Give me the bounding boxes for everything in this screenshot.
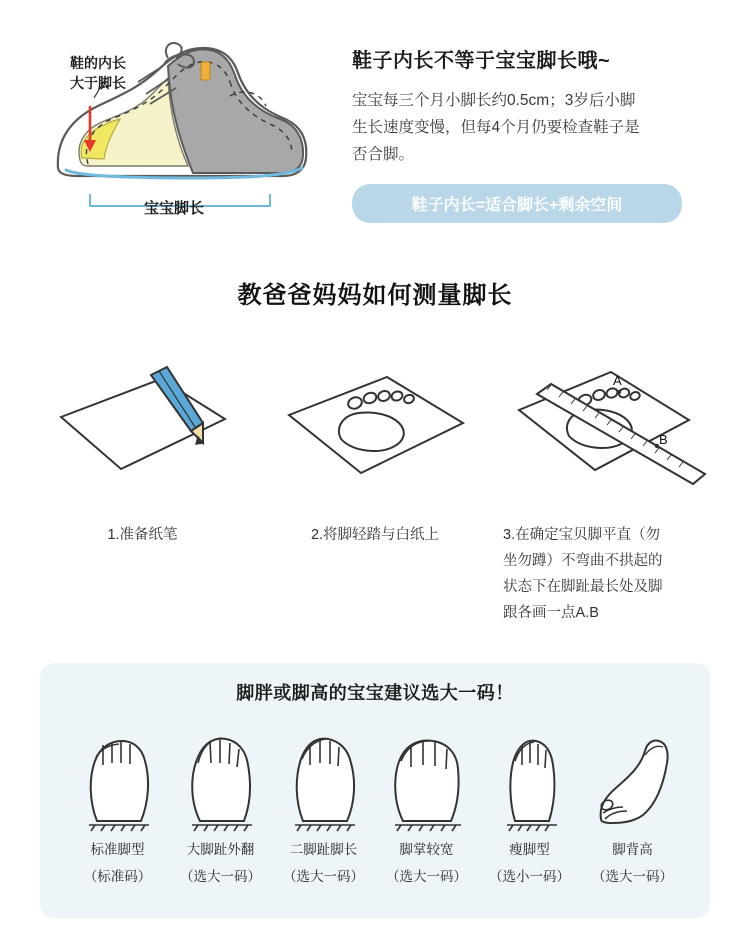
foot-type-advice: （选大一码） (180, 869, 261, 884)
foot-type-item (169, 717, 272, 887)
foot-type-name: 脚掌较宽 (399, 842, 454, 857)
paper-shape (289, 377, 463, 473)
mark-a-dot (616, 390, 620, 394)
foot-type-item (272, 717, 375, 887)
ruler-measure-foot-icon (503, 352, 713, 502)
foot-type-item (581, 717, 684, 887)
foot-type-name: 瘦脚型 (509, 842, 550, 857)
baseline-ticks (89, 825, 149, 831)
high-instep-foot-icon (581, 717, 684, 833)
mark-b-label: B (658, 432, 668, 447)
second-toe-long-foot-icon (272, 717, 375, 833)
paper-and-pencil-icon (43, 357, 243, 497)
wide-sole-foot-icon (375, 717, 478, 833)
shoe-tag (201, 62, 210, 80)
foot-type-name: 标准脚型 (90, 842, 145, 857)
explanation-line-3: 否合脚。 (352, 146, 415, 163)
shoe-explanation-text (338, 18, 722, 233)
step-2-figure (263, 352, 488, 502)
step-item (263, 352, 488, 626)
formula-badge: 鞋子内长=适合脚长+剩余空间 (352, 184, 682, 223)
foot-type-advice: （标准码） (83, 869, 152, 884)
foot-type-advice: （选大一码） (283, 869, 364, 884)
step-3-caption (495, 522, 720, 626)
measure-steps (0, 310, 750, 626)
inner-length-label-line1: 鞋的内长 (70, 55, 126, 71)
explanation-body (352, 87, 722, 168)
footprint-on-paper-icon (275, 357, 475, 497)
foot-type-name: 脚背高 (612, 842, 653, 857)
big-toe-out-foot-icon (169, 717, 272, 833)
standard-foot-icon (66, 717, 169, 833)
foot-type-item (478, 717, 581, 887)
step-item (30, 352, 255, 626)
foot-types-title: 脚胖或脚高的宝宝建议选大一码！ (236, 683, 514, 703)
foot-type-advice: （选大一码） (592, 869, 673, 884)
step-1-figure (30, 352, 255, 502)
foot-type-name: 二脚趾脚长 (289, 842, 358, 857)
explanation-line-2: 生长速度变慢，但每4个月仍要检查鞋子是 (352, 119, 640, 136)
measure-heading: 教爸爸妈妈如何测量脚长 (237, 282, 513, 309)
foot-types-panel (40, 663, 710, 918)
step-3-caption-line-4: 跟各画一点A.B (503, 605, 599, 621)
foot-type-item (375, 717, 478, 887)
explanation-line-1: 宝宝每三个月小脚长约0.5cm；3岁后小脚 (352, 92, 636, 109)
foot-type-item (66, 717, 169, 887)
narrow-foot-icon (478, 717, 581, 833)
foot-type-advice: （选大一码） (386, 869, 467, 884)
inner-length-label-line2: 大于脚长 (70, 75, 126, 91)
step-3-caption-line-2: 坐勿蹲）不弯曲不拱起的 (503, 553, 663, 569)
section-title: 鞋子内长不等于宝宝脚长哦~ (352, 50, 611, 72)
foot-length-label: 宝宝脚长 (144, 200, 205, 217)
foot-types-row (40, 705, 710, 887)
shoe-explanation-section (0, 0, 750, 233)
step-item (495, 352, 720, 626)
foot-type-advice: （选小一码） (489, 869, 570, 884)
step-1-caption: 1.准备纸笔 (107, 527, 178, 543)
shoe-diagram-svg (18, 18, 338, 233)
step-3-caption-line-3: 状态下在脚趾最长处及脚 (503, 579, 663, 595)
shoe-diagram (18, 18, 338, 233)
step-3-caption-line-1: 3.在确定宝贝脚平直（勿 (503, 527, 661, 543)
mark-a-label: A (612, 373, 622, 388)
step-2-caption: 2.将脚轻踏与白纸上 (310, 527, 440, 543)
step-3-figure (495, 352, 720, 502)
foot-type-name: 大脚趾外翻 (186, 842, 255, 857)
